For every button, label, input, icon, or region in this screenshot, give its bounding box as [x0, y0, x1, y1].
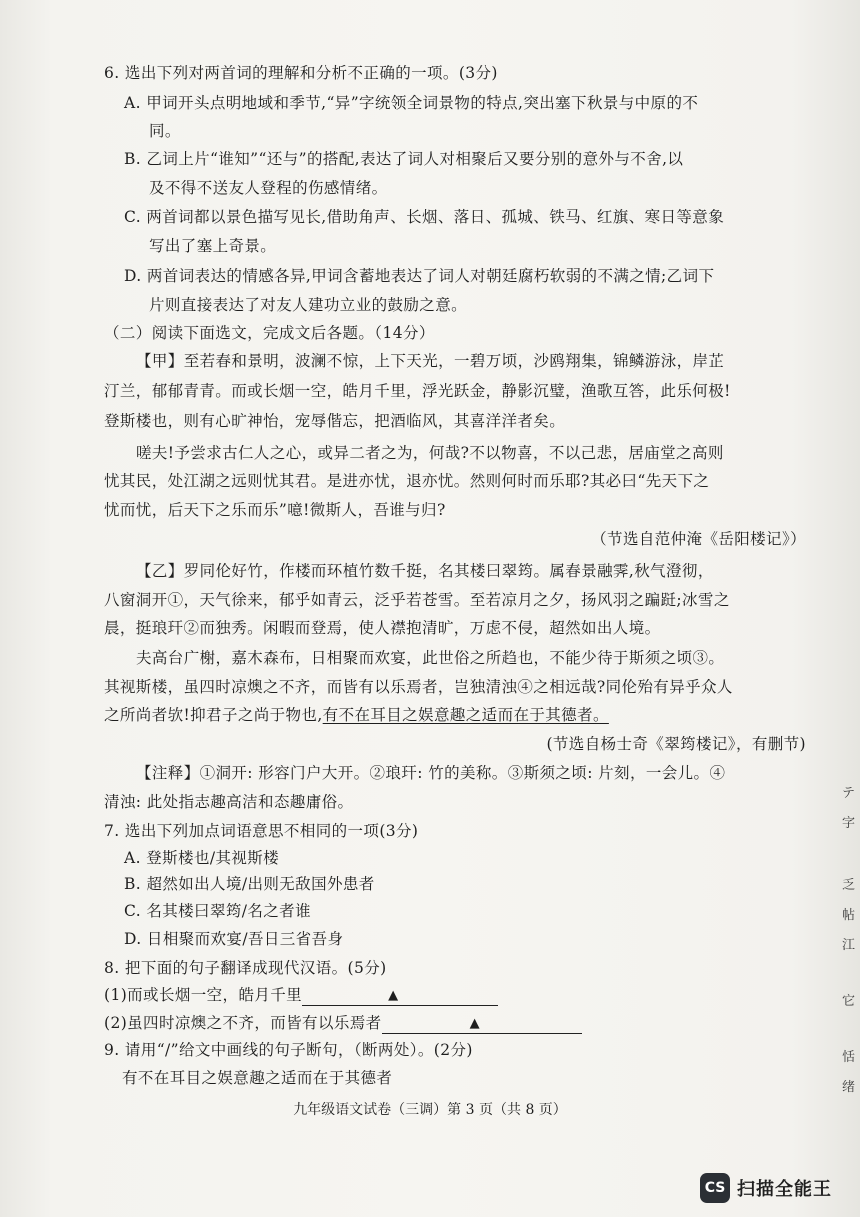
edge-char: 字: [842, 816, 856, 831]
q6-option-d-cont: 片则直接表达了对友人建功立业的鼓励之意。: [149, 296, 468, 314]
q6-option-a: A. 甲词开头点明地域和季节,“异”字统领全词景物的特点,突出塞下秋景与中原的不: [124, 94, 699, 112]
q8-item-2: [104, 1012, 582, 1034]
section-heading: （二）阅读下面选文，完成文后各题。（14分）: [104, 324, 435, 342]
logo-name: 扫描全能王: [737, 1179, 832, 1200]
q8-item-1: [104, 984, 498, 1006]
jia-line: 登斯楼也，则有心旷神怡，宠辱偕忘，把酒临风，其喜洋洋者矣。: [104, 412, 566, 430]
q7-option-b: B. 超然如出人境/出则无敌国外患者: [124, 875, 375, 893]
answer-marker-icon: ▲: [469, 1016, 480, 1031]
q6-stem: 6. 选出下列对两首词的理解和分析不正确的一项。(3分): [104, 64, 498, 82]
jia-line: 嗟夫!予尝求古仁人之心，或异二者之为，何哉?不以物喜，不以己悲，居庙堂之高则: [136, 444, 724, 462]
notes-line: 清浊: 此处指志趣高洁和态趣庸俗。: [104, 793, 354, 811]
edge-char: 帖: [842, 908, 856, 923]
yi-line: 八窗洞开①，天气徐来，郁乎如青云，泛乎若苍雪。至若凉月之夕，扬风羽之蹁跹;冰雪之: [104, 591, 730, 609]
q8-sentence-1: (1)而或长烟一空，皓月千里: [104, 986, 303, 1004]
jia-source: （节选自范仲淹《岳阳楼记》）: [591, 530, 806, 548]
camscanner-logo: [700, 1173, 832, 1203]
answer-blank-2[interactable]: [382, 1015, 582, 1034]
underlined-sentence: 有不在耳目之娱意趣之适而在于其德者。: [322, 706, 609, 724]
q6-option-c-cont: 写出了塞上奇景。: [149, 237, 277, 255]
q6-option-c: C. 两首词都以景色描写见长,借助角声、长烟、落日、孤城、铁马、红旗、寒日等意象: [124, 208, 725, 226]
yi-line-text: 之所尚者欤!抑君子之尚于物也,: [104, 706, 323, 724]
q8-stem: 8. 把下面的句子翻译成现代汉语。(5分): [104, 959, 387, 977]
page-footer: 九年级语文试卷（三调）第 3 页（共 8 页）: [293, 1102, 567, 1118]
q6-option-b-cont: 及不得不送友人登程的伤感情绪。: [149, 179, 388, 197]
q7-stem: 7. 选出下列加点词语意思不相同的一项(3分): [104, 822, 419, 840]
jia-line: 【甲】至若春和景明，波澜不惊，上下天光，一碧万顷，沙鸥翔集，锦鳞游泳，岸芷: [136, 352, 725, 370]
edge-char: 绪: [842, 1080, 856, 1095]
q8-sentence-2: (2)虽四时凉燠之不齐，而皆有以乐焉者: [104, 1014, 382, 1032]
jia-line: 汀兰，郁郁青青。而或长烟一空，皓月千里，浮光跃金，静影沉璧，渔歌互答，此乐何极!: [104, 382, 731, 400]
q9-sentence: 有不在耳目之娱意趣之适而在于其德者: [122, 1069, 393, 1087]
jia-line: 忧其民，处江湖之远则忧其君。是进亦忧，退亦忧。然则何时而乐耶?其必曰“先天下之: [104, 472, 710, 490]
edge-char: 乏: [842, 878, 856, 893]
yi-source: (节选自杨士奇《翠筠楼记》，有删节): [546, 735, 806, 753]
jia-line: 忧而忧，后天下之乐而乐”噫!微斯人，吾谁与归?: [104, 501, 446, 519]
q7-option-c: C. 名其楼曰翠筠/名之者谁: [124, 902, 311, 920]
answer-marker-icon: ▲: [388, 988, 399, 1003]
yi-line: 晨，挺琅玕②而独秀。闲暇而登焉，使人襟抱清旷，万虑不侵，超然如出人境。: [104, 619, 661, 637]
yi-line-last: [104, 704, 609, 726]
answer-blank-1[interactable]: [302, 987, 498, 1006]
q6-option-b: B. 乙词上片“谁知”“还与”的搭配,表达了词人对相聚后又要分别的意外与不舍,以: [124, 150, 684, 168]
cs-logo-icon: CS: [700, 1173, 730, 1203]
q6-option-a-cont: 同。: [149, 122, 181, 140]
edge-char: 它: [842, 994, 856, 1009]
q7-option-d: D. 日相聚而欢宴/吾日三省吾身: [124, 930, 344, 948]
yi-line: 夫高台广榭，嘉木森布，日相聚而欢宴，此世俗之所趋也，不能少待于斯须之顷③。: [136, 649, 725, 667]
notes-line: 【注释】①洞开: 形容门户大开。②琅玕: 竹的美称。③斯须之顷: 片刻，一会儿。④: [136, 764, 726, 782]
q9-stem: 9. 请用“/”给文中画线的句子断句，（断两处）。(2分): [104, 1041, 473, 1059]
edge-char: テ: [842, 786, 856, 801]
edge-char: 恬: [842, 1050, 856, 1065]
yi-line: 其视斯楼，虽四时凉燠之不齐，而皆有以乐焉者，岂独清浊④之相远哉?同伦殆有异乎众人: [104, 678, 733, 696]
edge-char: 江: [842, 938, 856, 953]
q6-option-d: D. 两首词表达的情感各异,甲词含蓄地表达了词人对朝廷腐朽软弱的不满之情;乙词下: [124, 267, 715, 285]
yi-line: 【乙】罗同伦好竹，作楼而环植竹数千挺，名其楼曰翠筠。属春景融霁,秋气澄彻，: [136, 562, 714, 580]
q7-option-a: A. 登斯楼也/其视斯楼: [124, 849, 280, 867]
